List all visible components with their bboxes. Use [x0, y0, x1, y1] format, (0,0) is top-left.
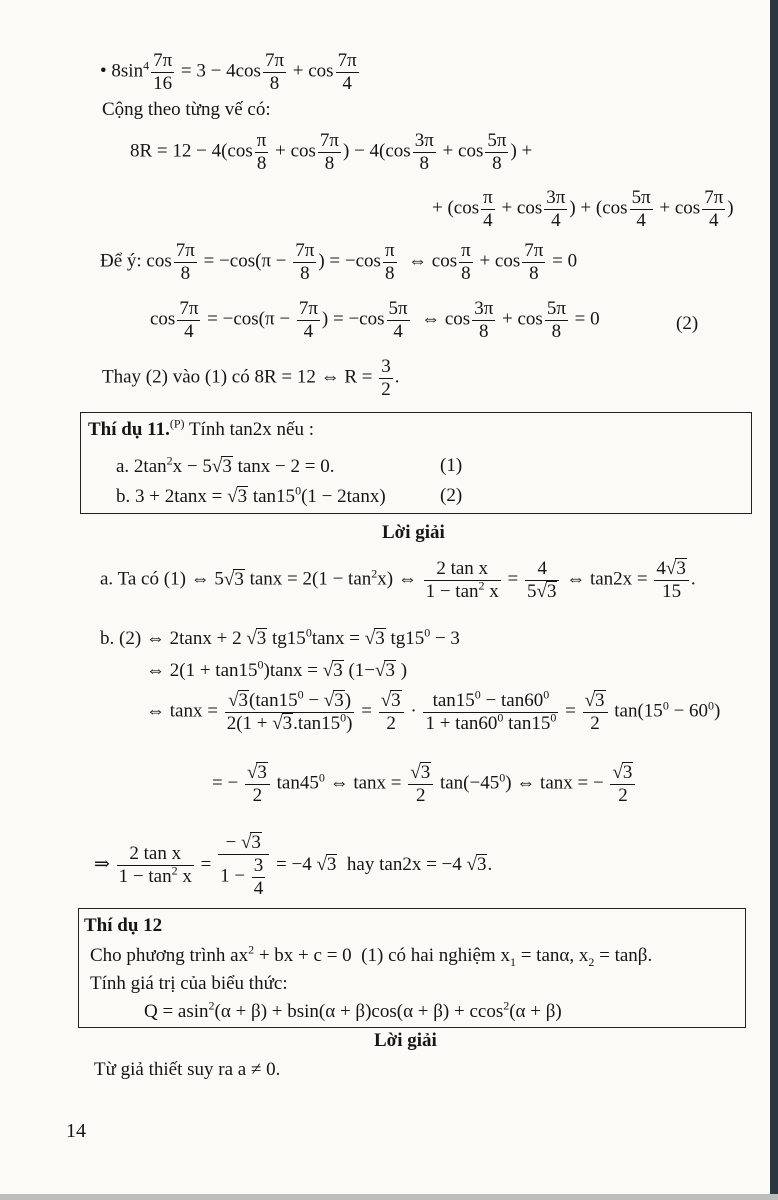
- example-11-tag-2: (2): [440, 485, 463, 506]
- substitution-line: Thay (2) vào (1) có 8R = 12 ⇔ R = $\frac{3}{2}$ .: [102, 356, 400, 400]
- note-line-2: cos $\frac{7\pi}{4}$ = −cos(π − $\frac{7\pi}{4}$ ) = −cos $\frac{5\pi}{4}$ ⇔ cos $\frac{3\pi}{8}$ + cos $\frac{5\pi}{8}$ = 0: [150, 298, 600, 342]
- solution-b-2: ⇔ $2(1 + \tan 15^0)\tan x = √3$ (1−√3 ): [146, 657, 408, 681]
- example-11-title: Thí dụ 11.$^{(P)}$ Tính tan2x nếu :: [88, 416, 314, 440]
- note-line-1: Để ý: cos $\frac{7\pi}{8}$ = −cos(π − $\frac{7\pi}{8}$ ) = −cos $\frac{\pi}{8}$ ⇔ cos $\frac{\pi}{8}$ + cos $\frac{7\pi}{8}$ = 0: [100, 240, 578, 284]
- page-bottom-edge: [0, 1194, 778, 1200]
- page-number: 14: [66, 1120, 86, 1142]
- solution-b-5: ⇒ $\frac{\text{2 tan x}}{1 - \tan^2 x}$ = − √3 1 − $\frac{3}{4}$ = −4 √3 hay tan2x = −4 √3.: [94, 832, 493, 899]
- solution-heading-1: Lời giải: [382, 522, 445, 543]
- identity-line: • $8\sin^4$ $\frac{7\pi}{16}$ = 3 − 4cos $\frac{7\pi}{8}$ + cos $\frac{7\pi}{4}$: [100, 50, 357, 94]
- equation-tag: (2): [676, 313, 699, 334]
- equation-8r-cont: + (cos $\frac{\pi}{4}$ + cos $\frac{3\pi}{4}$ ) + (cos $\frac{5\pi}{4}$ + cos $\frac{7\pi}{4}$ ): [432, 187, 734, 231]
- equation-8r: 8R = 12 − 4(cos $\frac{\pi}{8}$ + cos $\frac{7\pi}{8}$ ) − 4(cos $\frac{3\pi}{8}$ + cos $\frac{5\pi}{8}$ ) +: [130, 130, 533, 174]
- example-11-tag-1: (1): [440, 455, 463, 476]
- solution-a: a. Ta có (1) ⇔ 5√3 $\tan x = 2(1 - \tan^2x)$ ⇔ $\frac{\text{2 tan x}}{1 - \tan^2 x}$ = $\frac{4}{5√3}$ ⇔ tan2x = $\frac{4√3}{15}$ .: [100, 558, 696, 602]
- example-12-title: Thí dụ 12: [84, 915, 163, 936]
- solution-b-3: ⇔ tanx = $\frac{√3(\tan 15^0 - √3)}{2(1 + √3.\tan 15^0)}$ = $\frac{√3}{2}$ · $\frac{\tan 15^0 - \tan 60^0}{1 + \tan 60^0 \tan 15^0}$ = $\frac{√3}{2}$ $\tan(15^0 - 60^0)$: [146, 687, 721, 734]
- sum-text: Cộng theo từng vế có:: [102, 99, 271, 120]
- solution-12-first-line: Từ giả thiết suy ra a ≠ 0.: [94, 1059, 281, 1080]
- example-11-part-a: a. $2\tan^2x - 5√3$ tanx − 2 = 0.: [116, 453, 335, 477]
- example-12-task: Tính giá trị của biểu thức:: [90, 973, 288, 994]
- solution-b-4: = − $\frac{√3}{2}$ $\tan 45^0$ ⇔ tanx = $\frac{√3}{2}$ $\tan(-45^0)$ ⇔ tanx = − $\frac{√3}{2}$: [212, 762, 637, 807]
- example-12-expression: Q = asin$^2$(α + β) + bsin(α + β)cos(α + β) + ccos$^2$(α + β): [144, 998, 562, 1022]
- page-edge: [770, 0, 778, 1200]
- solution-heading-2: Lời giải: [374, 1030, 437, 1051]
- solution-b-1: b. (2) ⇔ 2tanx + 2 √3 $tg15^0\tan x = √3$ $tg15^0 - 3$: [100, 625, 460, 649]
- example-11-part-b: b. 3 + 2tanx = √3 $\tan 15^0(1 - 2\tan x)$: [116, 483, 386, 507]
- example-12-statement: Cho phương trình $ax^2$ + bx + c = 0 (1) có hai nghiệm $x_1 = \tan\alpha$, $x_2 = \tan\beta$.: [90, 942, 653, 969]
